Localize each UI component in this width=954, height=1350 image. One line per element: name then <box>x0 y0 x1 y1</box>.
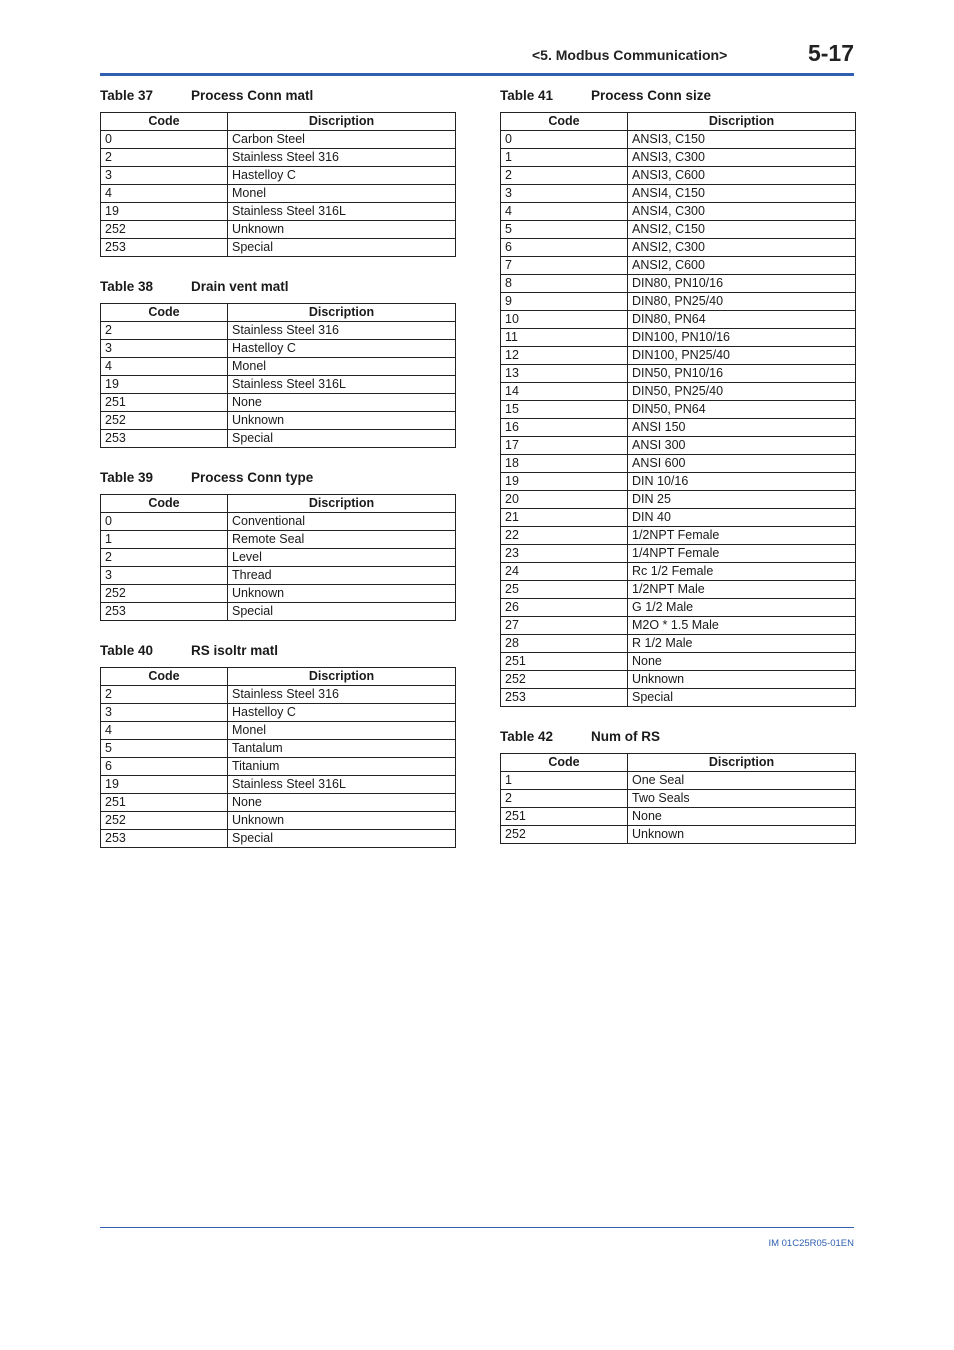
code-cell: 19 <box>101 203 228 221</box>
code-cell: 252 <box>101 585 228 603</box>
table-row <box>501 581 856 599</box>
code-cell: 18 <box>501 455 628 473</box>
description-cell: DIN50, PN64 <box>628 401 856 419</box>
code-table <box>100 112 456 257</box>
table-block-t37 <box>100 88 455 257</box>
table-block-t38 <box>100 279 455 448</box>
table-row <box>501 167 856 185</box>
table-row <box>501 383 856 401</box>
table-row <box>101 149 456 167</box>
description-cell: 1/2NPT Female <box>628 527 856 545</box>
description-cell: Rc 1/2 Female <box>628 563 856 581</box>
description-cell: Special <box>228 430 456 448</box>
table-title: Process Conn matl <box>191 88 314 103</box>
description-cell: DIN80, PN10/16 <box>628 275 856 293</box>
description-cell: DIN 10/16 <box>628 473 856 491</box>
table-row <box>101 758 456 776</box>
table-row <box>501 826 856 844</box>
table-row <box>501 293 856 311</box>
code-table <box>500 753 856 844</box>
code-cell: 6 <box>501 239 628 257</box>
description-cell: ANSI2, C600 <box>628 257 856 275</box>
code-cell: 7 <box>501 257 628 275</box>
table-title: Process Conn type <box>191 470 314 485</box>
code-cell: 1 <box>501 772 628 790</box>
table-number: Table 41 <box>500 88 554 103</box>
code-cell: 21 <box>501 509 628 527</box>
description-cell: 1/2NPT Male <box>628 581 856 599</box>
description-cell: DIN50, PN10/16 <box>628 365 856 383</box>
table-row <box>501 455 856 473</box>
code-cell: 5 <box>501 221 628 239</box>
code-cell: 253 <box>101 430 228 448</box>
footer-divider <box>100 1227 854 1228</box>
code-cell: 27 <box>501 617 628 635</box>
description-cell: Stainless Steel 316 <box>228 686 456 704</box>
code-cell: 23 <box>501 545 628 563</box>
code-table <box>100 667 456 848</box>
description-cell: None <box>628 653 856 671</box>
description-cell: ANSI4, C150 <box>628 185 856 203</box>
table-block-t39 <box>100 470 455 621</box>
table-row <box>501 275 856 293</box>
table-row <box>501 347 856 365</box>
table-row <box>501 437 856 455</box>
code-cell: 9 <box>501 293 628 311</box>
code-cell: 2 <box>501 167 628 185</box>
description-cell: Special <box>228 830 456 848</box>
table-row <box>501 311 856 329</box>
table-row <box>501 185 856 203</box>
code-cell: 22 <box>501 527 628 545</box>
right-column <box>500 88 855 866</box>
code-cell: 4 <box>101 722 228 740</box>
description-cell: None <box>628 808 856 826</box>
table-row <box>501 599 856 617</box>
code-cell: 252 <box>101 412 228 430</box>
table-row <box>101 794 456 812</box>
table-row <box>501 239 856 257</box>
code-cell: 253 <box>501 689 628 707</box>
description-cell: Unknown <box>228 585 456 603</box>
code-cell: 4 <box>501 203 628 221</box>
description-cell: Special <box>228 603 456 621</box>
description-cell: ANSI3, C300 <box>628 149 856 167</box>
description-cell: Unknown <box>228 812 456 830</box>
description-column-header: Discription <box>628 754 856 772</box>
table-row <box>501 635 856 653</box>
description-cell: Titanium <box>228 758 456 776</box>
description-cell: DIN100, PN10/16 <box>628 329 856 347</box>
code-cell: 3 <box>501 185 628 203</box>
description-column-header: Discription <box>228 304 456 322</box>
description-cell: Carbon Steel <box>228 131 456 149</box>
code-cell: 17 <box>501 437 628 455</box>
table-row <box>101 185 456 203</box>
code-cell: 6 <box>101 758 228 776</box>
table-row <box>501 653 856 671</box>
table-row <box>501 563 856 581</box>
description-cell: Special <box>228 239 456 257</box>
description-cell: Stainless Steel 316 <box>228 149 456 167</box>
table-row <box>501 790 856 808</box>
code-cell: 251 <box>101 794 228 812</box>
table-row <box>101 513 456 531</box>
code-cell: 25 <box>501 581 628 599</box>
code-cell: 0 <box>101 513 228 531</box>
description-cell: ANSI2, C300 <box>628 239 856 257</box>
code-cell: 24 <box>501 563 628 581</box>
code-cell: 26 <box>501 599 628 617</box>
table-row <box>101 567 456 585</box>
table-row <box>501 689 856 707</box>
code-cell: 1 <box>101 531 228 549</box>
section-title: <5. Modbus Communication> <box>532 47 728 63</box>
table-row <box>101 167 456 185</box>
code-column-header: Code <box>101 668 228 686</box>
table-row <box>101 430 456 448</box>
table-row <box>101 394 456 412</box>
table-row <box>101 358 456 376</box>
description-cell: Remote Seal <box>228 531 456 549</box>
code-cell: 4 <box>101 358 228 376</box>
code-cell: 19 <box>501 473 628 491</box>
description-cell: R 1/2 Male <box>628 635 856 653</box>
description-cell: ANSI 150 <box>628 419 856 437</box>
description-cell: Unknown <box>228 412 456 430</box>
table-row <box>101 740 456 758</box>
table-caption <box>100 279 455 295</box>
code-cell: 252 <box>101 221 228 239</box>
table-row <box>501 491 856 509</box>
table-number: Table 40 <box>100 643 154 658</box>
table-row <box>101 322 456 340</box>
description-cell: DIN 25 <box>628 491 856 509</box>
code-cell: 13 <box>501 365 628 383</box>
table-row <box>501 473 856 491</box>
table-block-t42 <box>500 729 855 844</box>
table-header-row <box>101 495 456 513</box>
description-cell: Monel <box>228 358 456 376</box>
table-row <box>501 617 856 635</box>
code-cell: 3 <box>101 340 228 358</box>
code-cell: 0 <box>501 131 628 149</box>
description-column-header: Discription <box>628 113 856 131</box>
code-cell: 4 <box>101 185 228 203</box>
table-row <box>101 221 456 239</box>
table-row <box>101 704 456 722</box>
table-number: Table 38 <box>100 279 154 294</box>
code-cell: 19 <box>101 376 228 394</box>
table-header-row <box>101 304 456 322</box>
table-header-row <box>501 113 856 131</box>
table-row <box>501 131 856 149</box>
description-cell: Special <box>628 689 856 707</box>
description-cell: DIN 40 <box>628 509 856 527</box>
table-row <box>501 329 856 347</box>
code-cell: 2 <box>101 149 228 167</box>
table-number: Table 39 <box>100 470 154 485</box>
description-cell: Monel <box>228 722 456 740</box>
table-row <box>101 340 456 358</box>
code-column-header: Code <box>101 495 228 513</box>
table-row <box>501 527 856 545</box>
description-cell: Conventional <box>228 513 456 531</box>
description-cell: DIN80, PN25/40 <box>628 293 856 311</box>
description-cell: Hastelloy C <box>228 167 456 185</box>
table-caption <box>500 729 855 745</box>
code-cell: 12 <box>501 347 628 365</box>
table-block-t40 <box>100 643 455 848</box>
code-cell: 252 <box>501 671 628 689</box>
code-column-header: Code <box>501 754 628 772</box>
table-row <box>101 376 456 394</box>
code-cell: 2 <box>101 549 228 567</box>
table-number: Table 42 <box>500 729 554 744</box>
table-row <box>501 419 856 437</box>
description-column-header: Discription <box>228 668 456 686</box>
code-cell: 3 <box>101 567 228 585</box>
table-row <box>101 603 456 621</box>
code-cell: 8 <box>501 275 628 293</box>
table-header-row <box>101 113 456 131</box>
table-title: Drain vent matl <box>191 279 289 294</box>
code-cell: 0 <box>101 131 228 149</box>
table-caption <box>100 470 455 486</box>
description-cell: One Seal <box>628 772 856 790</box>
table-row <box>501 808 856 826</box>
code-table <box>500 112 856 707</box>
description-cell: G 1/2 Male <box>628 599 856 617</box>
description-cell: Tantalum <box>228 740 456 758</box>
table-row <box>501 221 856 239</box>
table-row <box>101 531 456 549</box>
code-column-header: Code <box>101 304 228 322</box>
header-divider <box>100 73 854 76</box>
description-cell: Unknown <box>228 221 456 239</box>
table-caption <box>100 88 455 104</box>
code-cell: 11 <box>501 329 628 347</box>
description-cell: M2O * 1.5 Male <box>628 617 856 635</box>
code-cell: 2 <box>101 686 228 704</box>
code-cell: 28 <box>501 635 628 653</box>
table-row <box>101 722 456 740</box>
description-cell: ANSI4, C300 <box>628 203 856 221</box>
table-header-row <box>501 754 856 772</box>
description-cell: ANSI3, C600 <box>628 167 856 185</box>
description-cell: Unknown <box>628 671 856 689</box>
description-cell: ANSI3, C150 <box>628 131 856 149</box>
left-column <box>100 88 455 870</box>
table-row <box>501 545 856 563</box>
description-cell: DIN50, PN25/40 <box>628 383 856 401</box>
table-row <box>501 149 856 167</box>
description-cell: Stainless Steel 316L <box>228 776 456 794</box>
code-cell: 19 <box>101 776 228 794</box>
description-cell: Level <box>228 549 456 567</box>
description-column-header: Discription <box>228 113 456 131</box>
table-row <box>101 549 456 567</box>
table-row <box>101 203 456 221</box>
table-row <box>501 671 856 689</box>
table-header-row <box>101 668 456 686</box>
code-cell: 253 <box>101 830 228 848</box>
code-column-header: Code <box>501 113 628 131</box>
table-title: Num of RS <box>591 729 660 744</box>
table-row <box>501 401 856 419</box>
table-row <box>501 257 856 275</box>
table-caption <box>100 643 455 659</box>
description-cell: Hastelloy C <box>228 340 456 358</box>
table-row <box>501 203 856 221</box>
description-cell: Stainless Steel 316L <box>228 203 456 221</box>
table-row <box>101 830 456 848</box>
code-cell: 2 <box>501 790 628 808</box>
description-cell: ANSI 600 <box>628 455 856 473</box>
code-cell: 3 <box>101 704 228 722</box>
code-cell: 14 <box>501 383 628 401</box>
document-id: IM 01C25R05-01EN <box>768 1238 854 1249</box>
description-cell: Stainless Steel 316L <box>228 376 456 394</box>
code-cell: 5 <box>101 740 228 758</box>
code-cell: 251 <box>501 808 628 826</box>
code-cell: 252 <box>101 812 228 830</box>
table-row <box>101 239 456 257</box>
code-cell: 16 <box>501 419 628 437</box>
table-row <box>501 509 856 527</box>
code-table <box>100 494 456 621</box>
code-cell: 2 <box>101 322 228 340</box>
table-row <box>101 131 456 149</box>
description-cell: ANSI2, C150 <box>628 221 856 239</box>
code-cell: 252 <box>501 826 628 844</box>
table-title: Process Conn size <box>591 88 712 103</box>
description-cell: Unknown <box>628 826 856 844</box>
description-column-header: Discription <box>228 495 456 513</box>
code-table <box>100 303 456 448</box>
code-cell: 253 <box>101 603 228 621</box>
table-row <box>101 686 456 704</box>
table-caption <box>500 88 855 104</box>
description-cell: None <box>228 394 456 412</box>
description-cell: Hastelloy C <box>228 704 456 722</box>
table-row <box>101 776 456 794</box>
code-column-header: Code <box>101 113 228 131</box>
code-cell: 1 <box>501 149 628 167</box>
description-cell: DIN80, PN64 <box>628 311 856 329</box>
table-number: Table 37 <box>100 88 154 103</box>
description-cell: None <box>228 794 456 812</box>
table-title: RS isoltr matl <box>191 643 279 658</box>
page-number: 5-17 <box>807 40 854 66</box>
code-cell: 20 <box>501 491 628 509</box>
description-cell: DIN100, PN25/40 <box>628 347 856 365</box>
table-row <box>501 365 856 383</box>
description-cell: 1/4NPT Female <box>628 545 856 563</box>
description-cell: Stainless Steel 316 <box>228 322 456 340</box>
description-cell: ANSI 300 <box>628 437 856 455</box>
table-row <box>101 585 456 603</box>
description-cell: Two Seals <box>628 790 856 808</box>
code-cell: 253 <box>101 239 228 257</box>
table-row <box>101 812 456 830</box>
table-row <box>501 772 856 790</box>
code-cell: 10 <box>501 311 628 329</box>
code-cell: 3 <box>101 167 228 185</box>
table-row <box>101 412 456 430</box>
code-cell: 251 <box>101 394 228 412</box>
table-block-t41 <box>500 88 855 707</box>
description-cell: Thread <box>228 567 456 585</box>
code-cell: 251 <box>501 653 628 671</box>
code-cell: 15 <box>501 401 628 419</box>
description-cell: Monel <box>228 185 456 203</box>
